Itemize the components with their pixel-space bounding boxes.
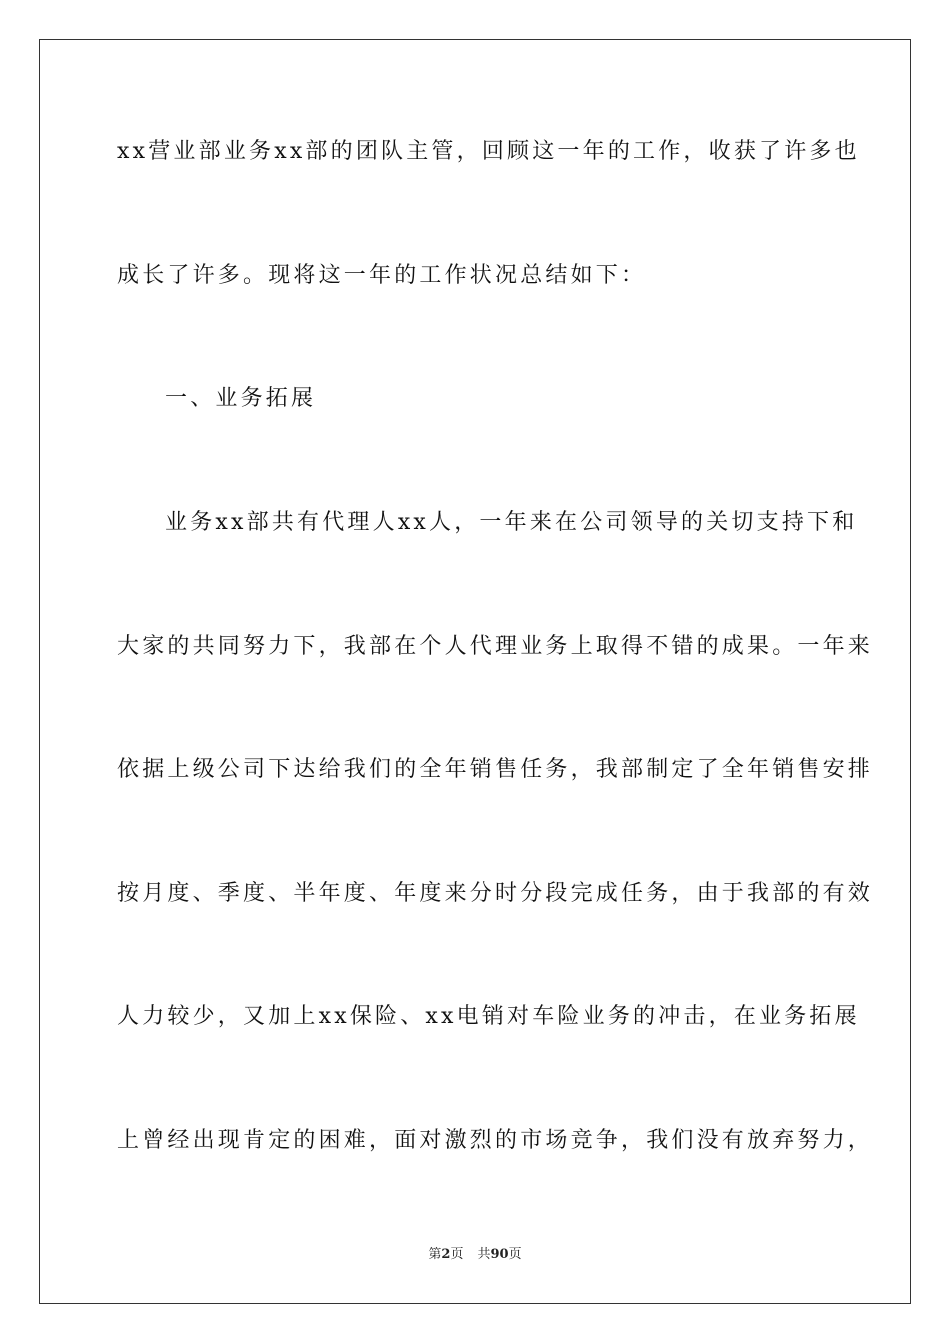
page-prefix: 第	[428, 1247, 442, 1262]
body-line-8: 人力较少，又加上xx保险、xx电销对车险业务的冲击，在业务拓展	[117, 1004, 860, 1029]
page-number: 2	[441, 1247, 451, 1262]
total-pages: 90	[490, 1247, 509, 1262]
body-line-5: 大家的共同努力下，我部在个人代理业务上取得不错的成果。一年来	[117, 634, 874, 659]
page-border	[39, 39, 911, 1304]
page-suffix: 页	[450, 1247, 464, 1262]
body-line-2: 成长了许多。现将这一年的工作状况总结如下：	[117, 263, 647, 288]
body-line-9: 上曾经出现肯定的困难，面对激烈的市场竞争，我们没有放弃努力，	[117, 1128, 874, 1153]
section-heading: 一、业务拓展	[165, 386, 317, 411]
body-line-6: 依据上级公司下达给我们的全年销售任务，我部制定了全年销售安排	[117, 757, 874, 782]
body-line-7: 按月度、季度、半年度、年度来分时分段完成任务，由于我部的有效	[117, 881, 874, 906]
page-footer	[0, 1246, 950, 1264]
body-line-1: xx营业部业务xx部的团队主管，回顾这一年的工作，收获了许多也	[117, 139, 860, 164]
body-line-4: 业务xx部共有代理人xx人，一年来在公司领导的关切支持下和	[165, 510, 858, 535]
total-prefix: 共	[477, 1247, 491, 1262]
total-suffix: 页	[508, 1247, 522, 1262]
